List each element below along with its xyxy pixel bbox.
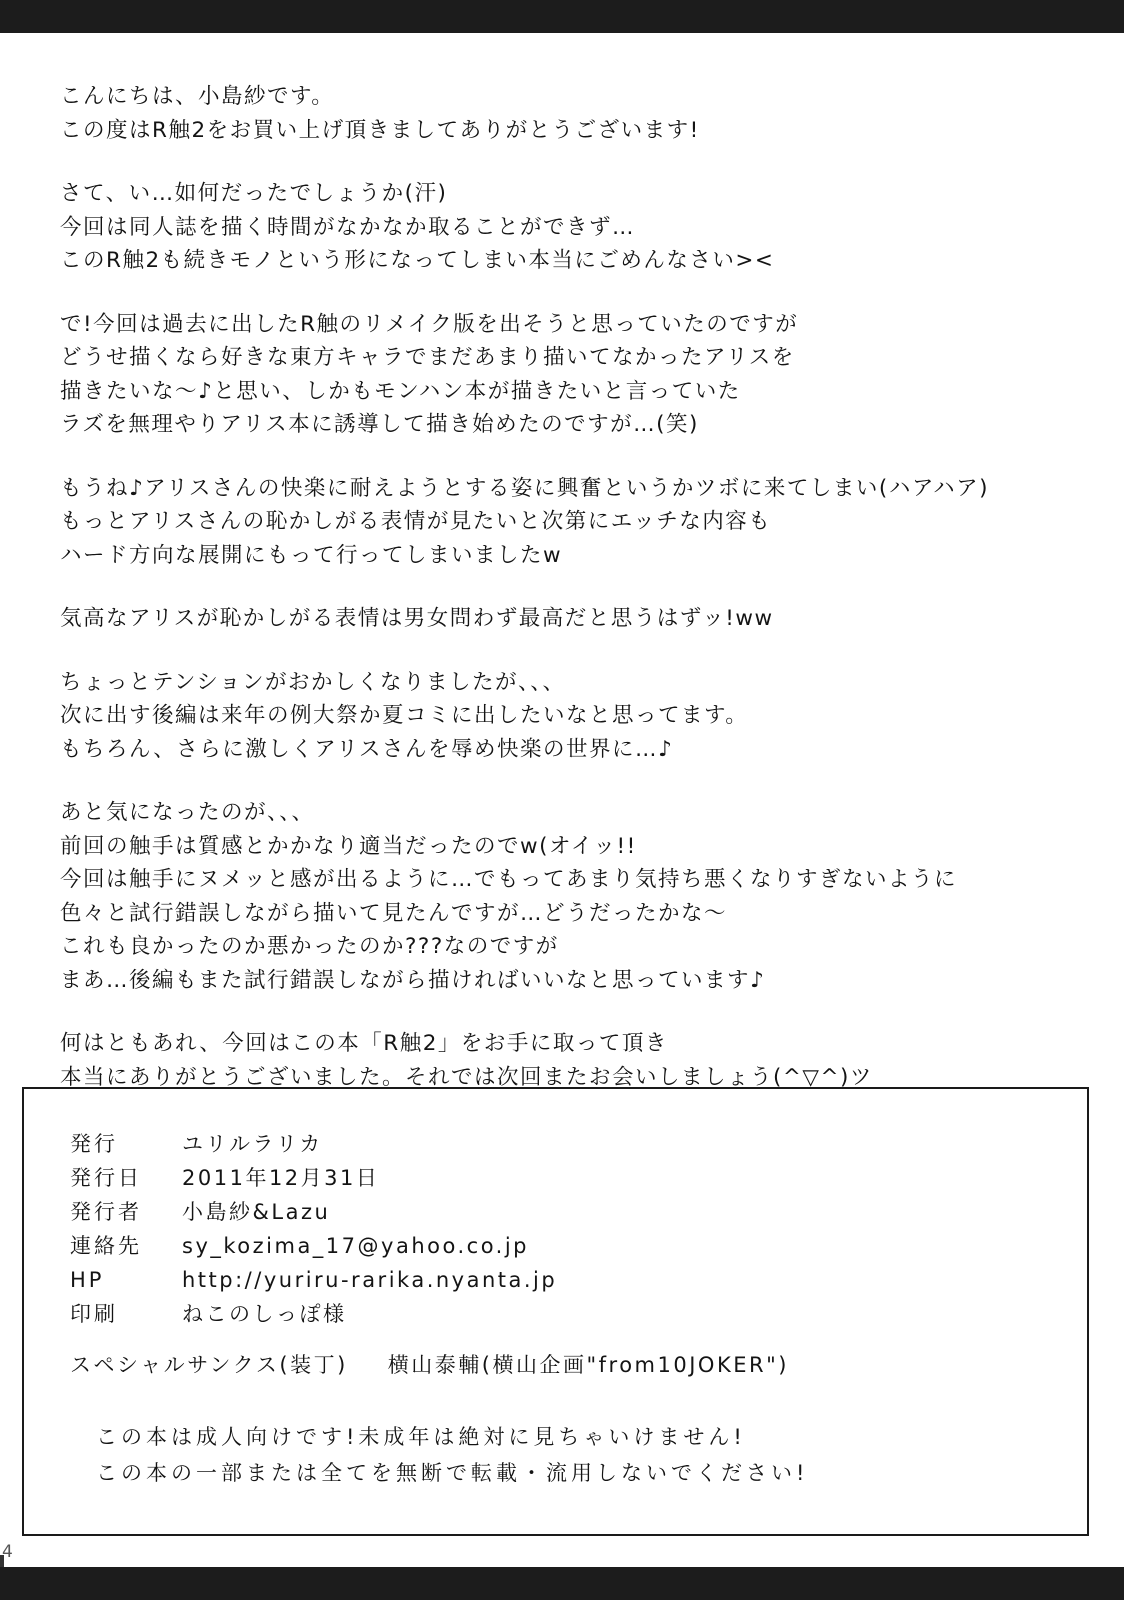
info-label: 印刷 <box>70 1302 118 1326</box>
top-scan-border <box>0 0 1124 33</box>
notice-line: この本は成人向けです!未成年は絶対に見ちゃいけません! <box>96 1425 746 1449</box>
info-row <box>70 1195 557 1229</box>
info-value: http://yuriru-rarika.nyanta.jp <box>182 1268 558 1292</box>
message-line: これも良かったのか悪かったのか???なのですが <box>60 934 559 959</box>
info-value: 2011年12月31日 <box>182 1166 380 1190</box>
publication-info <box>70 1127 557 1331</box>
message-line: 前回の触手は質感とかかなり適当だったのでw(オイッ!! <box>60 833 637 859</box>
message-line: 色々と試行錯誤しながら描いて見たんですが…どうだったかな〜 <box>60 900 728 926</box>
info-label: 発行者 <box>70 1200 142 1224</box>
message-paragraph <box>60 472 1100 573</box>
message-paragraph <box>60 177 1100 278</box>
message-line: あと気になったのが、、、 <box>60 800 315 825</box>
info-value: sy_kozima_17@yahoo.co.jp <box>182 1234 530 1258</box>
message-paragraph <box>60 80 1100 147</box>
notices <box>96 1419 808 1491</box>
colophon-box <box>22 1087 1089 1536</box>
info-label: 発行 <box>70 1132 118 1156</box>
info-value: ねこのしっぽ様 <box>182 1302 347 1326</box>
info-label: 連絡先 <box>70 1234 142 1258</box>
message-line: まあ…後編もまた試行錯誤しながら描ければいいなと思っています♪ <box>60 967 766 993</box>
message-line: 描きたいな〜♪と思い、しかもモンハン本が描きたいと言っていた <box>60 378 741 404</box>
message-paragraph <box>60 602 1100 636</box>
special-thanks-value: 横山泰輔(横山企画"from10JOKER") <box>387 1353 789 1377</box>
info-value: 小島紗&Lazu <box>182 1200 331 1224</box>
message-paragraph <box>60 308 1100 442</box>
message-line: 何はともあれ、今回はこの本「R触2」をお手に取って頂き <box>60 1031 668 1056</box>
message-line: 次に出す後編は来年の例大祭か夏コミに出したいなと思ってます。 <box>60 703 749 728</box>
message-line: どうせ描くなら好きな東方キャラでまだあまり描いてなかったアリスを <box>60 345 795 370</box>
page-number: 4 <box>2 1542 13 1562</box>
message-line: ハード方向な展開にもって行ってしまいましたw <box>60 542 563 568</box>
info-label: HP <box>70 1268 105 1292</box>
info-row <box>70 1229 557 1263</box>
message-line: もちろん、さらに激しくアリスさんを辱め快楽の世界に…♪ <box>60 736 674 762</box>
message-line: こんにちは、小島紗です。 <box>60 84 335 109</box>
info-value: ユリルラリカ <box>182 1132 323 1156</box>
info-row <box>70 1161 557 1195</box>
message-line: 今回は同人誌を描く時間がなかなか取ることができず… <box>60 214 636 240</box>
message-line: ちょっとテンションがおかしくなりましたが、、、 <box>60 669 566 695</box>
afterword-message <box>60 80 1100 1124</box>
bottom-scan-border <box>0 1567 1124 1600</box>
message-line: もっとアリスさんの恥かしがる表情が見たいと次第にエッチな内容も <box>60 509 772 534</box>
message-paragraph <box>60 666 1100 767</box>
message-paragraph <box>60 1027 1100 1094</box>
message-line: で!今回は過去に出したR触のリメイク版を出そうと思っていたのですが <box>60 311 799 337</box>
message-paragraph <box>60 796 1100 997</box>
message-line: さて、い…如何だったでしょうか(汗) <box>60 181 448 206</box>
message-line: 気高なアリスが恥かしがる表情は男女問わず最高だと思うはずッ!ww <box>60 606 774 631</box>
special-thanks <box>70 1349 789 1379</box>
info-row <box>70 1297 557 1331</box>
info-label: 発行日 <box>70 1166 142 1190</box>
message-line: ラズを無理やりアリス本に誘導して描き始めたのですが…(笑) <box>60 412 699 437</box>
notice-line: この本の一部または全てを無断で転載・流用しないでください! <box>96 1461 809 1485</box>
message-line: 今回は触手にヌメッと感が出るように…でもってあまり気持ち悪くなりすぎないように <box>60 867 958 892</box>
info-row <box>70 1263 557 1297</box>
info-row <box>70 1127 557 1161</box>
special-thanks-label: スペシャルサンクス(装丁) <box>70 1353 348 1377</box>
message-line: この度はR触2をお買い上げ頂きましてありがとうございます! <box>60 117 700 143</box>
message-line: 本当にありがとうございました。それでは次回またお会いしましょう(^▽^)ツ <box>60 1064 873 1090</box>
message-line: このR触2も続きモノという形になってしまい本当にごめんなさい>< <box>60 248 775 273</box>
message-line: もうね♪アリスさんの快楽に耐えようとする姿に興奮というかツボに来てしまい(ハアハア) <box>60 475 989 501</box>
